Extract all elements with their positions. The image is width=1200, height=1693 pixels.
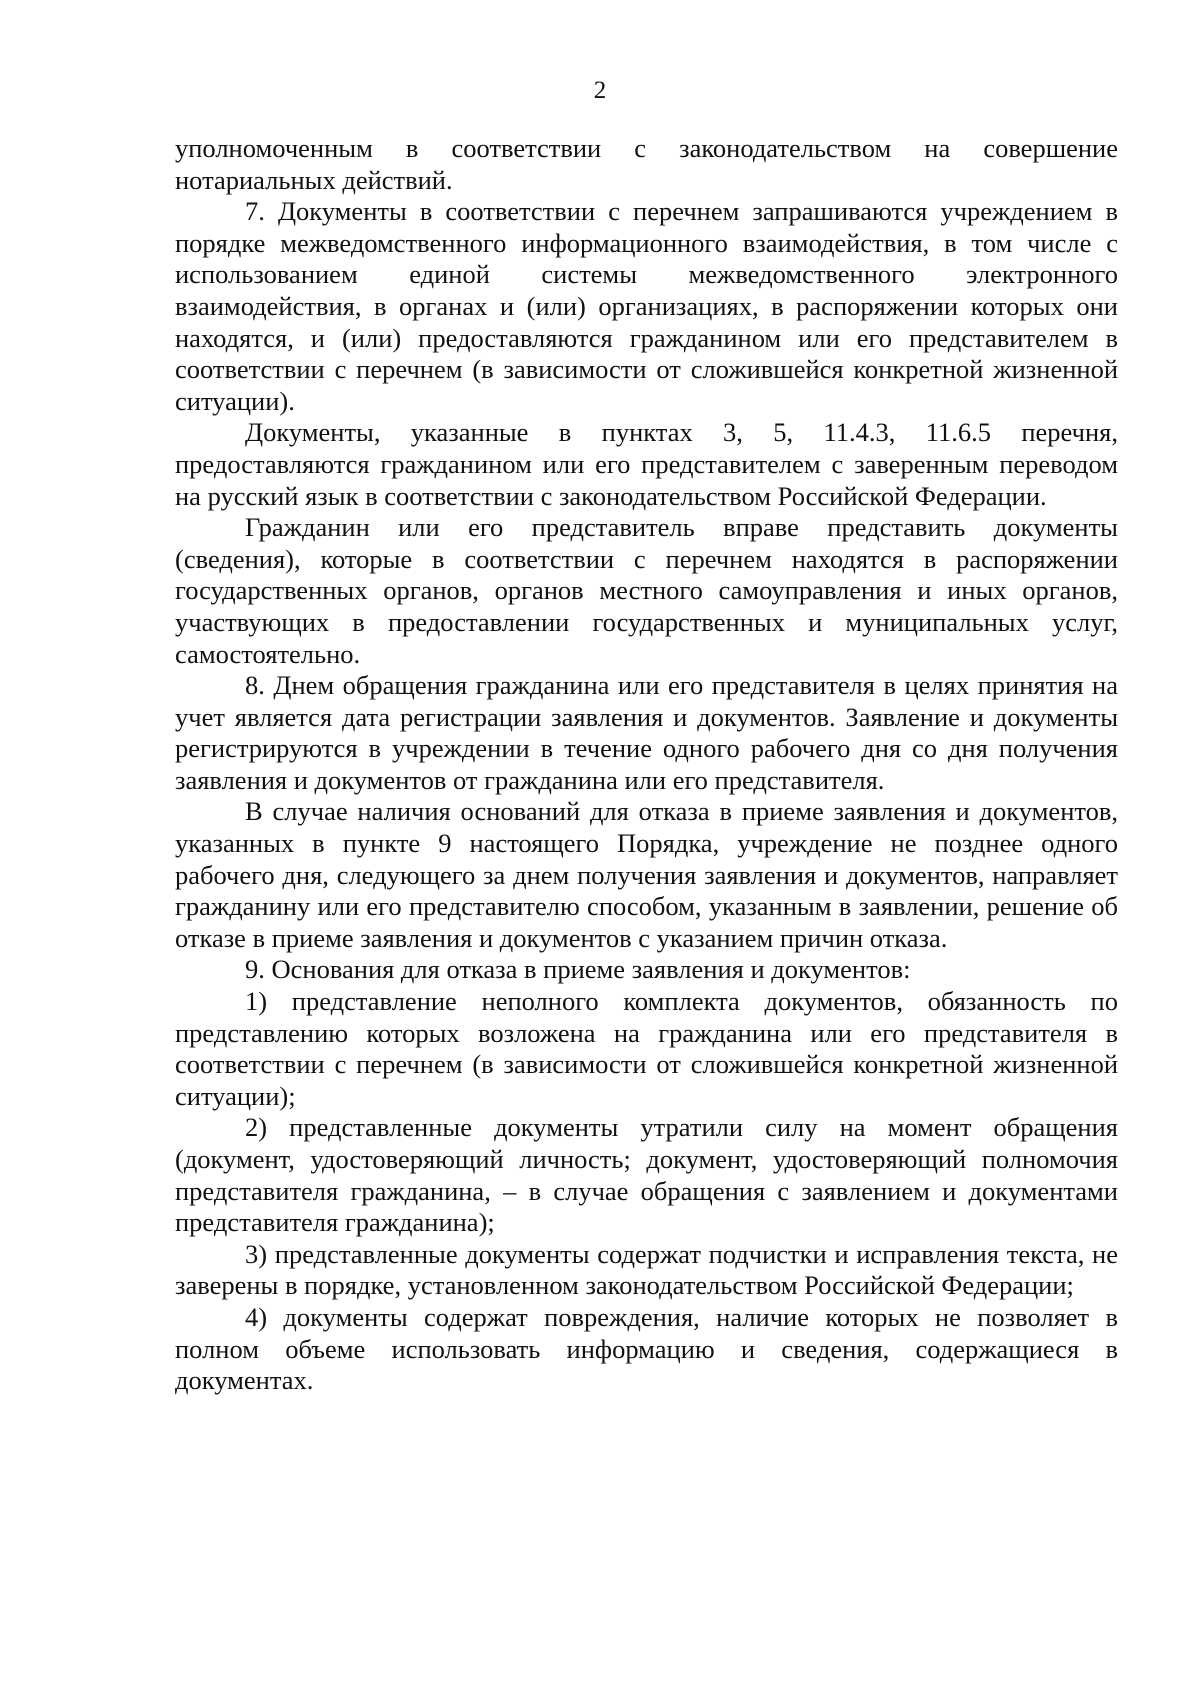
list-item: 2) представленные документы утратили силу на момент обращения (документ, удостоверяющий личность; документ, удостоверяющий полномочия представителя гражданина, – в случае обращения с заявлением и документами представителя гражданина);	[175, 1112, 1118, 1238]
paragraph: 9. Основания для отказа в приеме заявления и документов:	[245, 954, 911, 985]
document-body	[175, 133, 1118, 1397]
paragraph: Гражданин или его представитель вправе представить документы (сведения), которые в соответствии с перечнем находятся в распоряжении государственных органов, органов местного самоуправления и иных органов, участвующих в предоставлении государственных и муниципальных услуг, самостоятельно.	[175, 512, 1118, 669]
paragraph: Документы, указанные в пунктах 3, 5, 11.4.3, 11.6.5 перечня, предоставляются гражданином или его представителем с заверенным переводом на русский язык в соответствии с законодательством Российской Федерации.	[175, 417, 1118, 511]
paragraph: уполномоченным в соответствии с законодательством на совершение нотариальных действий.	[175, 133, 1118, 195]
list-item: 3) представленные документы содержат подчистки и исправления текста, не заверены в порядке, установленном законодательством Российской Федерации;	[175, 1238, 1118, 1301]
list-item: 4) документы содержат повреждения, наличие которых не позволяет в полном объеме использовать информацию и сведения, содержащиеся в документах.	[175, 1301, 1118, 1396]
list-item: 1) представление неполного комплекта документов, обязанность по представлению которых возложена на гражданина или его представителя в соответствии с перечнем (в зависимости от сложившейся конкретной жизненной ситуации);	[175, 986, 1118, 1111]
paragraph: 8. Днем обращения гражданина или его представителя в целях принятия на учет является дата регистрации заявления и документов. Заявление и документы регистрируются в учреждении в течение одного рабочего дня со дня получения заявления и документов от гражданина или его представителя.	[175, 670, 1118, 795]
page-number: 2	[593, 77, 607, 104]
paragraph: В случае наличия оснований для отказа в приеме заявления и документов, указанных в пункте 9 настоящего Порядка, учреждение не позднее одного рабочего дня, следующего за днем получения заявления и документов, направляет гражданину или его представителю способом, указанным в заявлении, решение об отказе в приеме заявления и документов с указанием причин отказа.	[175, 796, 1118, 953]
paragraph: 7. Документы в соответствии с перечнем запрашиваются учреждением в порядке межведомственного информационного взаимодействия, в том числе с использованием единой системы межведомственного электронного взаимодействия, в органах и (или) организациях, в распоряжении которых они находятся, и (или) предоставляются гражданином или его представителем в соответствии с перечнем (в зависимости от сложившейся конкретной жизненной ситуации).	[175, 196, 1118, 416]
